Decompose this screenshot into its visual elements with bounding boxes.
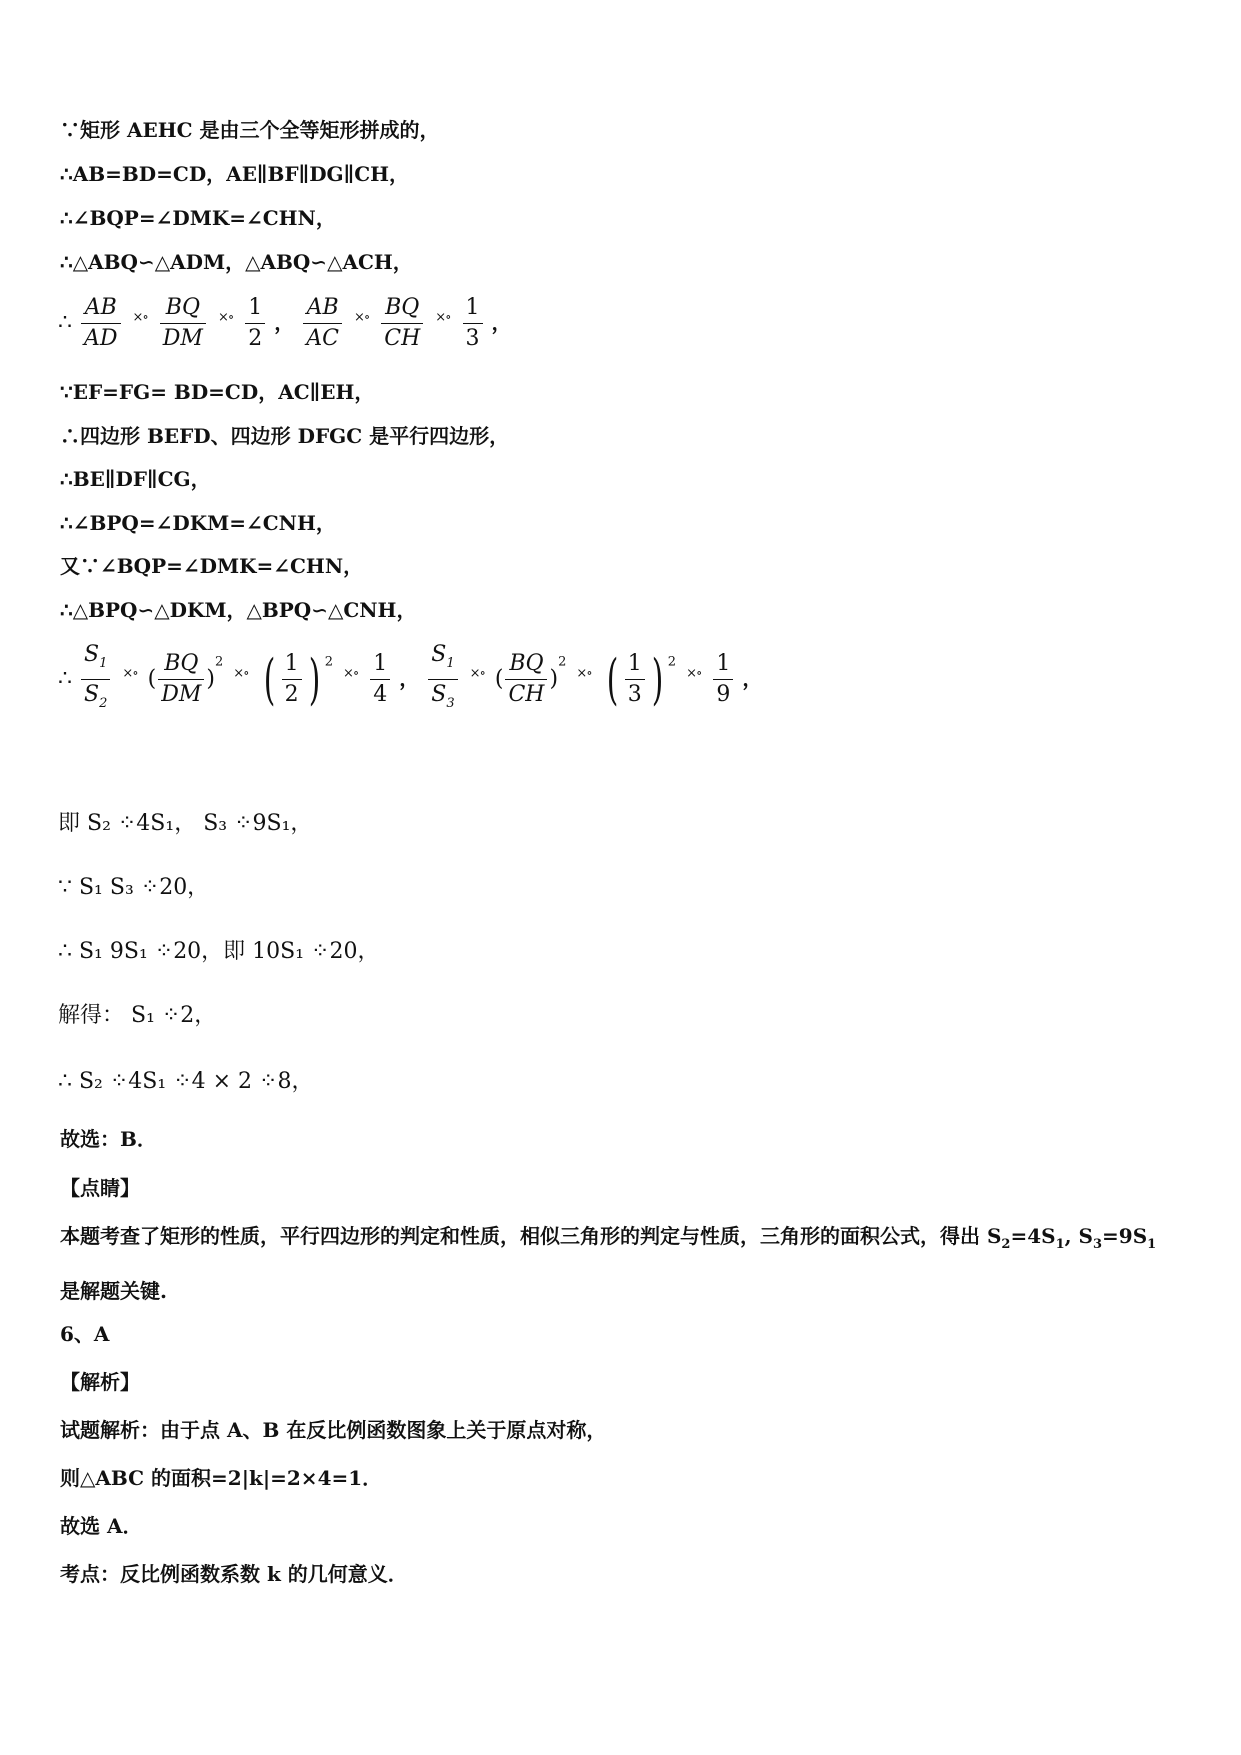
fraction-one-quarter: $\frac{1}{4}$: [370, 649, 390, 710]
text-line-10: 又∵∠BQP=∠DMK=∠CHN，: [60, 554, 364, 578]
fraction-ab-ad: $\frac{AB}{AD}$: [81, 293, 121, 354]
equals-marker: ×∘: [217, 310, 234, 326]
math-line-area-ratios: ∴ $\frac{S_1}{S_2}$ ×∘ ( $\frac{BQ}{DM}$ )$^2$ ×∘ ( $\frac{1}{2}$ ) $^2$ ×∘ $\frac{1}{4}$ ， $\frac{S_1}{S_3}$ ×∘ ( $\frac{BQ}{CH}$ )$^2$ ×∘ ( $\frac{1}{3}$ ) $^2$ ×∘ $\frac{1}{9}$ ，: [58, 640, 762, 719]
fraction-one-third: $\frac{1}{3}$: [625, 649, 645, 710]
equals-marker: ×∘: [132, 310, 148, 326]
equals-marker: ×∘: [353, 310, 370, 326]
therefore-symbol: ∴: [58, 310, 72, 336]
fraction-bq-ch: $\frac{BQ}{CH}$: [381, 293, 423, 354]
fraction-bq-dm: $\frac{BQ}{DM}$: [160, 293, 206, 354]
text-line-1: ∵矩形 AEHC 是由三个全等矩形拼成的，: [60, 118, 440, 142]
fraction-one-third: $\frac{1}{3}$: [463, 293, 483, 354]
fraction-s1-s2: $\frac{S_1}{S_2}$: [81, 640, 110, 719]
text-line-8: ∴BE∥DF∥CG，: [60, 467, 211, 491]
fraction-one-half: $\frac{1}{2}$: [245, 293, 265, 354]
section-heading-jiexi: 【解析】: [60, 1370, 140, 1394]
text-line-2: ∴AB=BD=CD，AE∥BF∥DG∥CH，: [60, 162, 410, 186]
text-line-4: ∴△ABQ∽△ADM，△ABQ∽△ACH，: [60, 250, 413, 274]
fraction-ab-ac: $\frac{AB}{AC}$: [303, 293, 342, 354]
math-line-13: 即 S₂ ⁘4S₁， S₃ ⁘9S₁，: [58, 811, 313, 836]
question-number: 6、A: [60, 1322, 110, 1346]
text-line-6: ∵EF=FG= BD=CD，AC∥EH，: [60, 380, 375, 404]
fraction-s1-s3: $\frac{S_1}{S_3}$: [428, 640, 457, 719]
fraction-bq-dm: $\frac{BQ}{DM}$: [158, 649, 204, 710]
text-line-9: ∴∠BPQ=∠DKM=∠CNH，: [60, 511, 336, 535]
text-line-19: 故选：B．: [60, 1127, 157, 1151]
fraction-one-ninth: $\frac{1}{9}$: [713, 649, 733, 710]
section-heading-dianjing: 【点睛】: [60, 1176, 140, 1200]
math-line-15: ∴ S₁ 9S₁ ⁘20，即 10S₁ ⁘20，: [58, 939, 380, 964]
math-line-16: 解得： S₁ ⁘2，: [58, 1003, 217, 1028]
text-line-11: ∴△BPQ∽△DKM，△BPQ∽△CNH，: [60, 598, 417, 622]
equals-marker: ×∘: [435, 310, 451, 326]
text-line-27: 考点：反比例函数系数 k 的几何意义．: [60, 1562, 408, 1586]
math-line-17: ∴ S₂ ⁘4S₁ ⁘4 × 2 ⁘8，: [58, 1069, 314, 1094]
text-line-24: 试题解析：由于点 A、B 在反比例函数图象上关于原点对称，: [60, 1418, 607, 1442]
fraction-one-half: $\frac{1}{2}$: [282, 649, 302, 710]
text-line-7: ∴四边形 BEFD、四边形 DFGC 是平行四边形，: [60, 424, 510, 448]
summary-paragraph: 本题考查了矩形的性质，平行四边形的判定和性质，相似三角形的判定与性质，三角形的面积公式，得出 $S_2=4S_1$, $S_3=9S_1$ 是解题关键.: [60, 1224, 1157, 1303]
math-line-14: ∵ S₁ S₃ ⁘20，: [58, 875, 210, 900]
text-line-25: 则△ABC 的面积=2|k|=2×4=1．: [60, 1466, 383, 1490]
math-line-ratios: ∴ $\frac{AB}{AD}$ ×∘ $\frac{BQ}{DM}$ ×∘ $\frac{1}{2}$ ， $\frac{AB}{AC}$ ×∘ $\frac{BQ}{CH}$ ×∘ $\frac{1}{3}$ ，: [58, 293, 512, 354]
fraction-bq-ch: $\frac{BQ}{CH}$: [505, 649, 547, 710]
text-line-26: 故选 A．: [60, 1514, 143, 1538]
text-line-3: ∴∠BQP=∠DMK=∠CHN，: [60, 206, 336, 230]
